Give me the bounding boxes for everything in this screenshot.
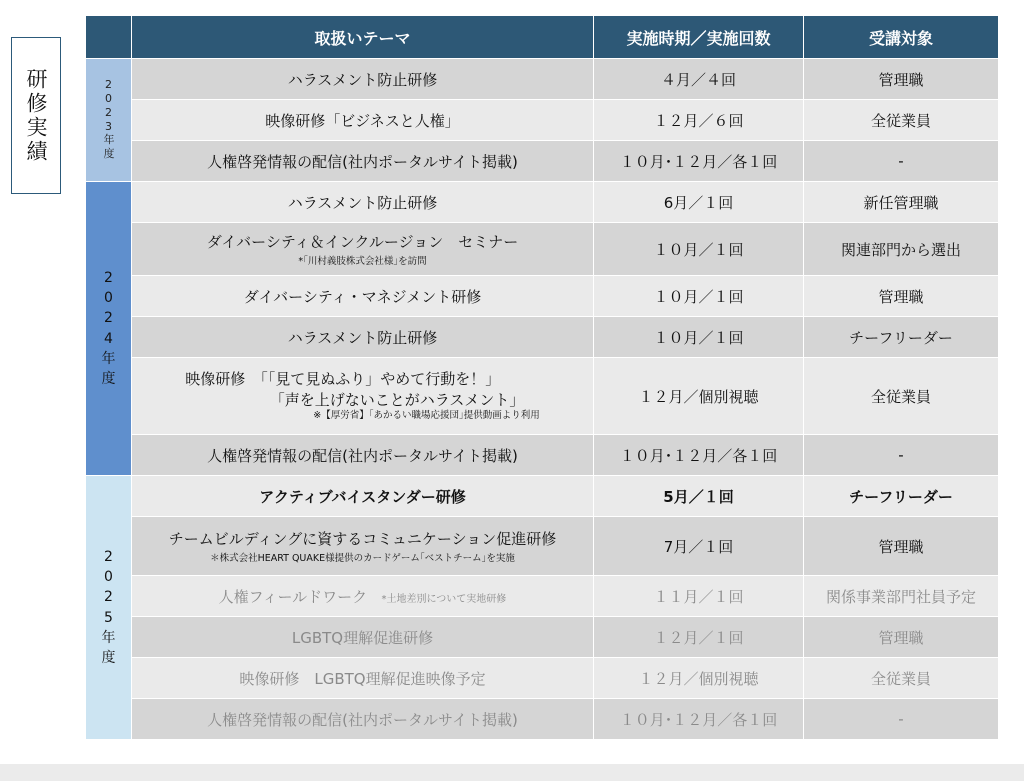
training-table: [85, 15, 999, 740]
table-row: [86, 476, 999, 517]
theme-cell: ハラスメント防止研修: [132, 317, 594, 358]
theme-line-2: ｢声を上げないことがハラスメント｣: [277, 390, 517, 409]
target-cell: 関連部門から選出: [804, 223, 999, 276]
timing-cell: 7月／１回: [594, 517, 804, 576]
table-row: [86, 435, 999, 476]
target-cell: チーフリーダー: [804, 476, 999, 517]
target-cell: -: [804, 141, 999, 182]
table-row: [86, 576, 999, 617]
header-target: 受講対象: [804, 16, 999, 59]
target-cell: 管理職: [804, 617, 999, 658]
theme-cell: ダイバーシティ・マネジメント研修: [132, 276, 594, 317]
target-cell: 管理職: [804, 517, 999, 576]
year-2024-cell: [86, 182, 132, 476]
theme-cell: ハラスメント防止研修: [132, 182, 594, 223]
timing-cell: 6月／１回: [594, 182, 804, 223]
timing-cell: １０月／１回: [594, 276, 804, 317]
timing-cell: １０月／１回: [594, 223, 804, 276]
timing-cell: １２月／６回: [594, 100, 804, 141]
year-2023-label: 2 0 2 3 年 度: [103, 78, 115, 160]
header-timing: 実施時期／実施回数: [594, 16, 804, 59]
target-cell: チーフリーダー: [804, 317, 999, 358]
table-row: [86, 658, 999, 699]
timing-cell: １１月／１回: [594, 576, 804, 617]
theme-note: *土地差別について実地研修: [381, 593, 507, 605]
target-cell: 全従業員: [804, 100, 999, 141]
timing-cell: １２月／１回: [594, 617, 804, 658]
table-header-row: [86, 16, 999, 59]
target-cell: 全従業員: [804, 358, 999, 435]
theme-multiline: [185, 369, 539, 422]
timing-cell: 5月／１回: [594, 476, 804, 517]
theme-cell: [132, 576, 594, 617]
table-row: [86, 59, 999, 100]
target-cell: 新任管理職: [804, 182, 999, 223]
target-cell: 全従業員: [804, 658, 999, 699]
header-year-blank: [86, 16, 132, 59]
header-theme: 取扱いテーマ: [132, 16, 594, 59]
target-cell: 関係事業部門社員予定: [804, 576, 999, 617]
theme-cell: [132, 517, 594, 576]
table-row: [86, 223, 999, 276]
timing-cell: １２月／個別視聴: [594, 358, 804, 435]
theme-note: *｢川村義肢株式会社様｣を訪問: [298, 256, 427, 267]
table-row: [86, 699, 999, 740]
timing-cell: １０月･１２月／各１回: [594, 141, 804, 182]
timing-cell: ４月／４回: [594, 59, 804, 100]
table-row: [86, 182, 999, 223]
theme-cell: 人権啓発情報の配信(社内ポータルサイト掲載): [132, 435, 594, 476]
table-row: [86, 358, 999, 435]
theme-cell: 映像研修 LGBTQ理解促進映像予定: [132, 658, 594, 699]
theme-cell: ハラスメント防止研修: [132, 59, 594, 100]
target-cell: -: [804, 699, 999, 740]
theme-text: 人権フィールドワーク: [218, 587, 368, 606]
bottom-band: [0, 764, 1024, 781]
year-2023-cell: [86, 59, 132, 182]
table-row: [86, 517, 999, 576]
theme-cell: LGBTQ理解促進研修: [132, 617, 594, 658]
table-row: [86, 100, 999, 141]
theme-note: ※【厚労省】｢あかるい職場応援団｣提供動画より利用: [313, 409, 540, 421]
table-row: [86, 276, 999, 317]
theme-cell: アクティブバイスタンダー研修: [132, 476, 594, 517]
side-title-box: [11, 37, 61, 194]
table-row: [86, 141, 999, 182]
timing-cell: １２月／個別視聴: [594, 658, 804, 699]
theme-cell: 人権啓発情報の配信(社内ポータルサイト掲載): [132, 699, 594, 740]
target-cell: 管理職: [804, 276, 999, 317]
theme-cell: 映像研修「ビジネスと人権」: [132, 100, 594, 141]
table-row: [86, 617, 999, 658]
timing-cell: １０月･１２月／各１回: [594, 435, 804, 476]
theme-cell: 人権啓発情報の配信(社内ポータルサイト掲載): [132, 141, 594, 182]
year-2025-cell: [86, 476, 132, 740]
table-row: [86, 317, 999, 358]
target-cell: 管理職: [804, 59, 999, 100]
theme-line-1: 映像研修 ｢「見て見ぬふり」やめて行動を！｣: [185, 370, 493, 389]
target-cell: -: [804, 435, 999, 476]
theme-text: チームビルディングに資するコミュニケーション促進研修: [168, 530, 557, 548]
theme-cell: [132, 223, 594, 276]
timing-cell: １０月･１２月／各１回: [594, 699, 804, 740]
year-2024-label: 2 0 2 4 年 度: [101, 269, 116, 388]
theme-note: ＊株式会社HEART QUAKE様提供のカードゲーム｢ベストチーム｣を実施: [210, 553, 515, 564]
theme-text: ダイバーシティ＆インクルージョン セミナー: [206, 233, 519, 251]
timing-cell: １０月／１回: [594, 317, 804, 358]
year-2025-label: 2 0 2 5 年 度: [101, 548, 116, 667]
side-title: 研修実績: [24, 67, 48, 164]
theme-cell: [132, 358, 594, 435]
